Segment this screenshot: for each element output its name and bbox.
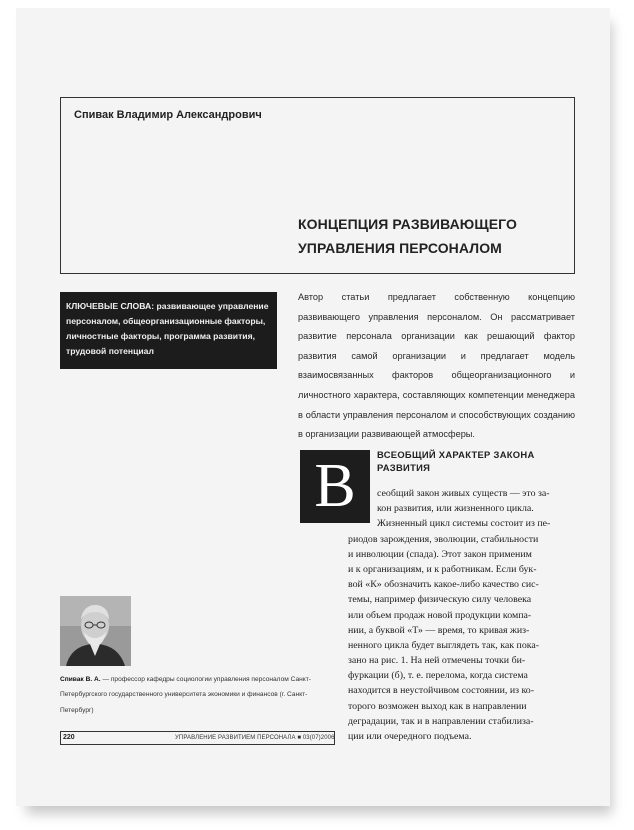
keywords-text: развивающее управление персоналом, общеорганизационные факторы, личностные факторы, программа развития, трудовой потенциал	[66, 301, 269, 356]
body-line: Жизненный цикл системы состоит из пе-	[377, 518, 551, 530]
title-line-2: УПРАВЛЕНИЯ ПЕРСОНАЛОМ	[298, 240, 502, 256]
body-line: или объем продаж новой продукции компа-	[348, 609, 532, 621]
author-name: Спивак Владимир Александрович	[74, 109, 262, 121]
bio-name: Спивак В. А.	[60, 676, 101, 683]
author-bio	[60, 672, 336, 718]
keywords-box	[60, 292, 277, 369]
title-line-1: КОНЦЕПЦИЯ РАЗВИВАЮЩЕГО	[298, 216, 517, 232]
journal-name: УПРАВЛЕНИЕ РАЗВИТИЕМ ПЕРСОНАЛА ■ 03(07)2006	[175, 735, 335, 741]
body-line: торого возможен выход как в направлении	[348, 700, 527, 712]
body-line: ненного цикла будет выглядеть так, как пока-	[348, 639, 540, 651]
section-heading: ВСЕОБЩИЙ ХАРАКТЕР ЗАКОНА РАЗВИТИЯ	[377, 449, 535, 473]
bio-text: — профессор кафедры социологии управления персоналом Санкт-Петербургского государственного университета экономики и финансов (г. Санкт-Петербург)	[60, 676, 311, 714]
body-line: зано на рис. 1. На ней отмечены точки би-	[348, 655, 526, 667]
keywords-label: КЛЮЧЕВЫЕ СЛОВА:	[66, 301, 155, 311]
body-line: нии, а буквой «Т» — время, то кривая жиз-	[348, 624, 530, 636]
body-line: кон развития, или жизненного цикла.	[377, 503, 534, 515]
body-line: фуркации (б), т. е. перелома, когда система	[348, 670, 528, 682]
body-line: риодов зарождения, эволюции, стабильности	[348, 533, 539, 545]
body-line: находится в неустойчивом состоянии, из ко-	[348, 685, 535, 697]
body-line: ции или очередного подъема.	[348, 731, 472, 742]
body-line: деградации, так и в направлении стабилиза-	[348, 715, 534, 727]
article-title	[298, 212, 517, 260]
body-line: темы, например физическую силу человека	[348, 594, 532, 606]
body-line: и к организациям, и к работникам. Если бук-	[348, 563, 537, 575]
body-text	[348, 486, 576, 744]
portrait-image	[60, 596, 131, 666]
author-photo	[60, 596, 131, 666]
body-line: и инволюции (спада). Этот закон применим	[348, 548, 532, 560]
abstract: Автор статьи предлагает собственную концепцию развивающего управления персоналом. Он рассматривает развитие персонала организации как решающий фактор развития самой организации и предлагает модель взаимосвязанных факторов общеорганизационного и личностного характера, составляющих компетенции менеджера в области управления персоналом и способствующих созданию в организации развивающей атмосферы.	[298, 292, 575, 440]
body-line: вой «К» обозначить какое-либо качество сис-	[348, 579, 539, 591]
page-number: 220	[63, 734, 75, 741]
drop-cap: В	[300, 450, 370, 523]
body-line: сеобщий закон живых существ — это за-	[377, 488, 550, 499]
